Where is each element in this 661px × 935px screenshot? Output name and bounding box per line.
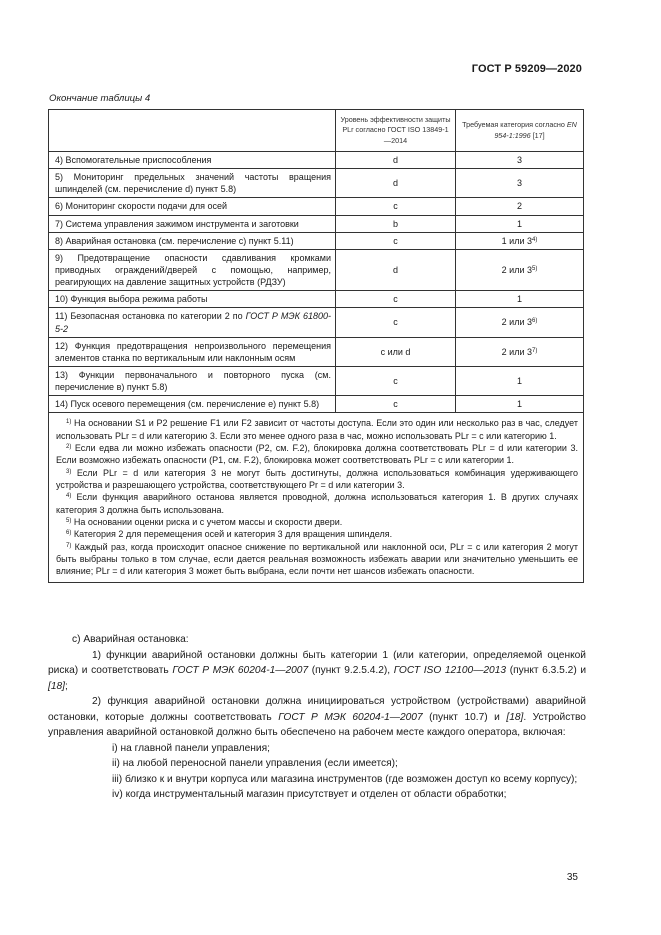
body-text — [48, 632, 586, 803]
table-caption: Окончание таблицы 4 — [49, 93, 151, 104]
text: (пункт 6.3.5.2) и — [509, 665, 587, 676]
footnote-mark: 3) — [66, 468, 72, 475]
row-label: 7) Система управления зажимом инструмента и заготовки — [49, 215, 336, 232]
text: (пункт 10.7) и — [429, 711, 500, 723]
row-pl: c — [336, 291, 456, 308]
header-cell-category — [456, 110, 584, 152]
text: . Устройство управления аварийной остановкой должно быть обеспечено на рабочем месте каждого оператора, включая: — [48, 711, 586, 738]
row-label: 9) Предотвращение опасности сдавливания кромками приводных ограждений/дверей с помощью, например, реагирующих на давление защитных устройств (РДЗУ) — [49, 249, 336, 290]
footnote-text: Если функция аварийного останова является проводной, должна использоваться категория 1. В других случаях категория 3 должна быть использована. — [56, 492, 578, 515]
row-pl: d — [336, 249, 456, 290]
footnote-text: На основании оценки риска и с учетом массы и скорости двери. — [73, 517, 343, 528]
footnote-mark: 6) — [66, 530, 72, 537]
row-pl: d — [336, 169, 456, 198]
row-label-text: 11) Безопасная остановка по категории 2 по — [55, 311, 243, 322]
footnote — [56, 516, 578, 528]
header-category-standard: EN 954-1:1996 — [494, 120, 577, 140]
category-value: 2 или 3 — [501, 346, 532, 357]
row-label: 14) Пуск осевого перемещения (см. перечисление е) пункт 5.8) — [49, 396, 336, 413]
row-label: 4) Вспомогательные приспособления — [49, 152, 336, 169]
row-pl: b — [336, 215, 456, 232]
row-category: 3 — [456, 169, 584, 198]
row-pl: c — [336, 198, 456, 215]
footnote — [56, 528, 578, 540]
table-row — [49, 308, 584, 337]
row-label: 5) Мониторинг предельных значений частоты вращения шпинделей (см. перечисление d) пункт 5.8) — [49, 169, 336, 198]
bibliography-ref: [18] — [506, 711, 524, 723]
table-row — [49, 169, 584, 198]
standard-ref: ГОСТ Р МЭК 60204-1—2007 — [278, 711, 423, 723]
footnote-mark: 5) — [66, 518, 72, 525]
section-heading: c) Аварийная остановка: — [72, 634, 189, 645]
row-label — [49, 308, 336, 337]
header-category-ref: [17] — [532, 130, 545, 140]
list-item: ii) на любой переносной панели управления (если имеется); — [112, 758, 398, 769]
row-category: 1 — [456, 215, 584, 232]
table-row — [49, 396, 584, 413]
row-label: 10) Функция выбора режима работы — [49, 291, 336, 308]
bibliography-ref: [18] — [48, 680, 65, 692]
row-label-standard: ГОСТ Р МЭК 61800-5-2 — [55, 311, 331, 334]
table-notes-row — [49, 413, 584, 582]
row-category — [456, 249, 584, 290]
table-row — [49, 152, 584, 169]
row-pl: c — [336, 366, 456, 395]
header-cell-pl: Уровень эффективности защиты PLr согласно ГОСТ ISO 13849-1—2014 — [336, 110, 456, 152]
row-pl: d — [336, 152, 456, 169]
footnote-text: Каждый раз, когда происходит опасное снижение по вертикальной или наклонной оси, PLr = c или категория 2 могут быть выбраны только в том случае, если дается реальная возможность избежать аварии или значительно уменьшить ее влияние; PLr = d или категория 3 может быть выбрана, если почти нет шансов избежать опасности. — [56, 541, 578, 577]
document-code: ГОСТ Р 59209—2020 — [471, 63, 582, 75]
footnote-mark: 2) — [66, 444, 72, 451]
footnote-text: Если PLr = d или категория 3 не могут быть достигнуты, должна использоваться комбинация удерживающего устройства и разрешающего устройства, соответствующего Pr = d или категории 3. — [56, 467, 578, 491]
row-category — [456, 232, 584, 249]
row-category — [456, 308, 584, 337]
footnote-text: На основании S1 и P2 решение F1 или F2 зависит от частоты доступа. Если это один или несколько раз в час, следует использовать PLr = d или категорию 3. Если это менее одного раза в час, можно использовать PLr = c или категорию 1. — [56, 418, 578, 441]
text: 1) функции аварийной остановки должны быть категории 1 (или категории, определяемой оценкой риска) и соответствовать — [48, 649, 586, 676]
category-value: 2 или 3 — [501, 264, 532, 275]
row-category — [456, 337, 584, 366]
footnote-mark: 1) — [66, 419, 72, 426]
footnote-mark: 7) — [66, 542, 72, 549]
footnote — [56, 541, 578, 578]
header-cell-empty — [49, 110, 336, 152]
paragraph-1 — [48, 648, 586, 695]
row-label: 8) Аварийная остановка (см. перечисление c) пункт 5.11) — [49, 232, 336, 249]
table-row — [49, 249, 584, 290]
category-value: 2 или 3 — [501, 317, 532, 328]
category-value: 1 или 3 — [501, 235, 532, 246]
header-category-text: Требуемая категория согласно — [462, 120, 565, 130]
footnote — [56, 442, 578, 467]
row-pl: c — [336, 396, 456, 413]
paragraph-2 — [48, 694, 586, 741]
list-item: iii) близко к и внутри корпуса или магазина инструментов (где возможен доступ ко всему корпусу); — [112, 773, 578, 785]
text: ; — [65, 680, 68, 692]
footnote — [56, 467, 578, 492]
requirements-table — [48, 109, 584, 583]
table-notes — [49, 413, 584, 582]
list-item: i) на главной панели управления; — [112, 742, 270, 754]
footnote-mark: 4) — [66, 493, 72, 500]
text: 2) функция аварийной остановки должна инициироваться устройством (устройствами) аварийной остановки, которые должны соответствовать — [48, 696, 586, 723]
row-category: 1 — [456, 396, 584, 413]
page-number: 35 — [566, 872, 578, 883]
standard-ref: ГОСТ ISO 12100—2013 — [393, 665, 507, 676]
footnote-text: Категория 2 для перемещения осей и категория 3 для вращения шпинделя. — [73, 529, 393, 540]
table-row — [49, 366, 584, 395]
row-label: 13) Функции первоначального и повторного пуска (см. перечисление в) пункт 5.8) — [49, 366, 336, 395]
table-row — [49, 198, 584, 215]
footnote — [56, 417, 578, 442]
standard-ref: ГОСТ Р МЭК 60204-1—2007 — [172, 665, 309, 676]
footnote-mark: 6) — [531, 318, 538, 325]
row-label: 6) Мониторинг скорости подачи для осей — [49, 198, 336, 215]
row-label: 12) Функция предотвращения непроизвольного перемещения элементов станка по вертикальным или наклонным осям — [49, 337, 336, 366]
table-row — [49, 215, 584, 232]
table-header-row — [49, 110, 584, 152]
row-pl: c — [336, 308, 456, 337]
row-pl: c или d — [336, 337, 456, 366]
text: (пункт 9.2.5.4.2), — [311, 665, 391, 676]
footnote — [56, 491, 578, 516]
list-item: iv) когда инструментальный магазин присутствует и отделен от области обработки; — [112, 789, 507, 800]
table-row — [49, 337, 584, 366]
row-category: 1 — [456, 291, 584, 308]
row-category: 1 — [456, 366, 584, 395]
footnote-mark: 5) — [531, 265, 538, 272]
row-category: 3 — [456, 152, 584, 169]
footnote-text: Если едва ли можно избежать опасности (P2, см. F.2), блокировка должна соответствовать PLr = d или категории 3. Если возможно избежать опасности (P1, см. F.2), блокировка может соответствовать PLr = c или категории 1. — [56, 443, 578, 466]
footnote-mark: 4) — [531, 236, 538, 243]
table-row — [49, 291, 584, 308]
row-pl: c — [336, 232, 456, 249]
row-category: 2 — [456, 198, 584, 215]
table-row — [49, 232, 584, 249]
footnote-mark: 7) — [531, 347, 538, 354]
